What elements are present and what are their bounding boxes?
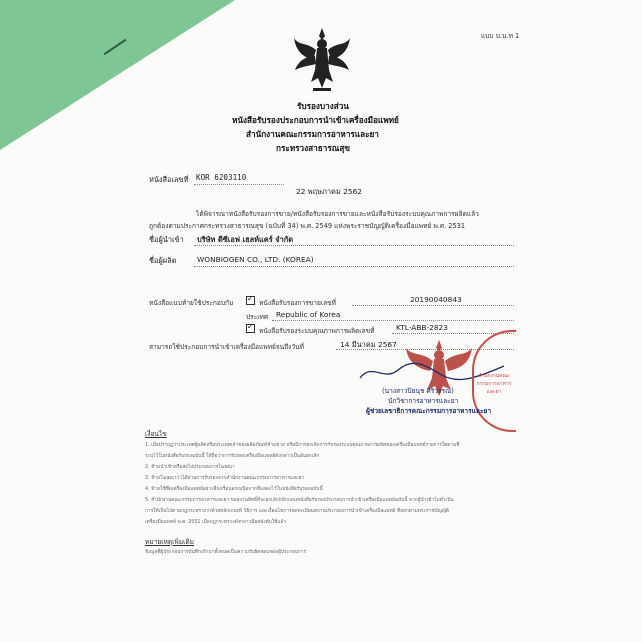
- seal-text: สำนักงานคณะกรรมการอาหารและยา: [476, 373, 512, 395]
- condition-line: 4. ห้ามใช้ชื่อเครื่องมือแพทย์อย่างอื่นหรือนอกเหนือจากที่แสดงไว้ในหนังสือรับรองฉบับนี้: [145, 487, 323, 492]
- garuda-emblem-icon: [291, 26, 353, 94]
- conditions-heading: เงื่อนไข: [145, 430, 167, 438]
- free-sale-underline: [352, 305, 514, 306]
- title-partial-cert: รับรองบางส่วน: [297, 101, 349, 111]
- cert-no-underline: [194, 184, 284, 185]
- condition-line: การให้เป็นไปตามกฎกระทรวงว่าด้วยหลักเกณฑ์ วิธีการ และเงื่อนไขการจดทะเบียนสถานประกอบการนำเข้าเครื่องมือแพทย์ ที่ออกตามพระราชบัญญัติ: [145, 509, 449, 514]
- manufacturer-value: WONBIOGEN CO., LTD. (KOREA): [197, 255, 314, 264]
- importer-value: บริษัท ดีซีเอฟ เฮลท์แคร์ จำกัด: [197, 235, 294, 244]
- cert-no-label: หนังสือเลขที่: [149, 175, 189, 184]
- remark-heading: หมายเหตุเพิ่มเติม: [145, 538, 194, 546]
- valid-label: สามารถใช้ประกอบการนำเข้าเครื่องมือแพทย์จนถึงวันที่: [149, 343, 304, 351]
- country-value: Republic of Korea: [276, 310, 341, 319]
- signer-title-2: ผู้ช่วยเลขาธิการคณะกรรมการอาหารและยา: [366, 407, 492, 415]
- intro-line-2: ถูกต้องตามประกาศกระทรวงสาธารณสุข (ฉบับที่ 34) พ.ศ. 2549 แห่งพระราชบัญญัติเครื่องมือแพทย์ พ.ศ. 2531: [149, 222, 466, 230]
- qms-number: KTL-ABB-2823: [396, 323, 448, 332]
- country-label: ประเทศ: [246, 313, 269, 321]
- free-sale-label: หนังสือรับรองการขายเลขที่: [259, 299, 336, 307]
- form-code: แบบ บ.น.ท 1: [481, 32, 520, 40]
- signer-title-1: นักวิชาการอาหารและยา: [388, 397, 459, 405]
- manufacturer-label: ชื่อผู้ผลิต: [149, 256, 177, 265]
- green-folded-corner: [0, 0, 235, 150]
- cert-no-value: KOR 6203110: [196, 173, 247, 182]
- qms-checkbox: [246, 324, 255, 333]
- importer-label: ชื่อผู้นำเข้า: [149, 235, 184, 244]
- condition-line: 3. ห้ามโฆษณาว่าได้ผ่านการรับรองจากสำนักงานคณะกรรมการอาหารและยา: [145, 476, 305, 481]
- qms-label: หนังสือรับรองระบบคุณภาพการผลิตเลขที่: [259, 327, 375, 335]
- intro-line-1: ได้พิจารณาหนังสือรับรองการขาย/หนังสือรับรองการขายและหนังสือรับรองระบบคุณภาพการผลิตแล้ว: [196, 210, 479, 218]
- country-underline: [272, 320, 514, 321]
- manufacturer-underline: [194, 266, 514, 267]
- red-seal: [472, 330, 516, 432]
- importer-underline: [194, 245, 514, 246]
- condition-line: 2. ห้ามนำเข้าหรือส่งไปประกอบการโฆษณา: [145, 465, 235, 470]
- reference-label: หนังสือแนบท้ายใช้ประกอบกับ: [149, 299, 234, 307]
- title-agency: สำนักงานคณะกรรมการอาหารและยา: [246, 129, 379, 139]
- condition-line: เครื่องมือแพทย์ พ.ศ. 2551 เมื่อกฎกระทรวงดังกล่าวมีผลบังคับใช้แล้ว: [145, 520, 287, 525]
- title-main: หนังสือรับรองประกอบการนำเข้าเครื่องมือแพทย์: [232, 115, 399, 125]
- signer-name: (นางสาวปิยนุช ศิริวรรณ): [382, 387, 454, 395]
- issue-date: 22 พฤษภาคม 2562: [296, 187, 362, 196]
- free-sale-number: 20190040843: [410, 295, 462, 304]
- remark-text: ข้อมูลที่ผู้ประกอบการบันทึกเข้ามาทั้งหมดเป็นความรับผิดชอบของผู้ประกอบการ: [145, 550, 307, 555]
- title-ministry: กระทรวงสาธารณสุข: [276, 143, 350, 153]
- condition-line: 1. เมื่อปรากฏว่าประเทศผู้ผลิตหรือประเทศเจ้าของผลิตภัณฑ์ห้ามขาย หรือมีการยกเลิกการรับรองระบบคุณภาพการผลิตของเครื่องมือแพทย์รายการใดตามที่: [145, 443, 460, 448]
- valid-until: 14 มีนาคม 2567: [340, 340, 397, 349]
- condition-line: ระบุไว้ในหนังสือรับรองฉบับนี้ ให้ถือว่าการรับรองเครื่องมือแพทย์ดังกล่าวเป็นอันยกเลิก: [145, 454, 320, 459]
- condition-line: 5. สำนักงานคณะกรรมการอาหารและยา ขอสงวนสิทธิ์ที่จะยกเลิก/เพิกถอนหนังสือรับรองประกอบการนำเข้าเครื่องมือแพทย์ฉบับนี้ หากผู้นำเข้าไม่ดำเนิน: [145, 498, 454, 503]
- free-sale-checkbox: [246, 296, 255, 305]
